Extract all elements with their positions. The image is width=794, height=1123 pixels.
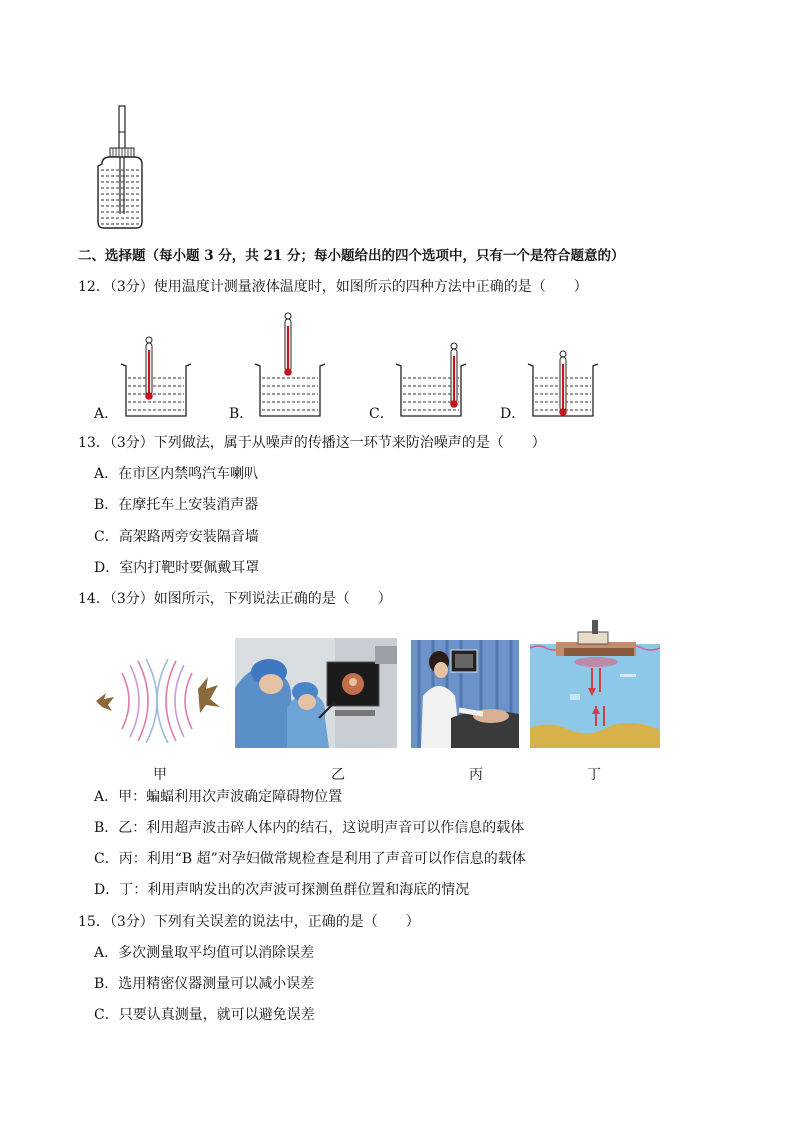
q14-option-a: A．甲：蝙蝠利用次声波确定障碍物位置 bbox=[94, 789, 343, 805]
q12-label-b: B． bbox=[229, 406, 254, 422]
beaker-b-figure bbox=[252, 310, 328, 418]
q15-option-c: C．只要认真测量，就可以避免误差 bbox=[94, 1007, 315, 1023]
section-heading: 二、选择题（每小题 3 分，共 21 分；每小题给出的四个选项中，只有一个是符合题意的） bbox=[78, 248, 625, 264]
q13-option-d: D．室内打靶时要佩戴耳罩 bbox=[94, 560, 260, 576]
q13-option-a: A．在市区内禁鸣汽车喇叭 bbox=[94, 466, 259, 482]
q14-option-d: D．丁：利用声呐发出的次声波可探测鱼群位置和海底的情况 bbox=[94, 882, 470, 898]
q15-option-a: A．多次测量取平均值可以消除误差 bbox=[94, 945, 315, 961]
beaker-a-figure bbox=[118, 334, 194, 418]
q13-option-b: B．在摩托车上安装消声器 bbox=[94, 497, 259, 513]
beaker-d-figure bbox=[525, 348, 601, 418]
q14-option-b: B．乙：利用超声波击碎人体内的结石，这说明声音可以作信息的载体 bbox=[94, 820, 525, 836]
beaker-c-figure bbox=[393, 340, 469, 418]
q14-stem: 14．（3分）如图所示，下列说法正确的是（ ） bbox=[78, 591, 392, 607]
doctors-lithotripsy-photo bbox=[235, 638, 397, 748]
q13-option-c: C．高架路两旁安装隔音墙 bbox=[94, 529, 259, 545]
caption-ding: 丁 bbox=[587, 767, 601, 783]
bat-echolocation-figure bbox=[92, 655, 224, 743]
q12-label-c: C． bbox=[369, 406, 394, 422]
q12-label-a: A． bbox=[94, 406, 119, 422]
ultrasound-exam-photo bbox=[411, 640, 519, 748]
q12-stem: 12．（3分）使用温度计测量液体温度时，如图所示的四种方法中正确的是（ ） bbox=[78, 279, 588, 295]
caption-jia: 甲 bbox=[153, 767, 167, 783]
bottle-figure bbox=[92, 104, 156, 230]
sonar-ship-figure bbox=[530, 618, 660, 748]
q12-label-d: D． bbox=[500, 406, 526, 422]
q15-option-b: B．选用精密仪器测量可以减小误差 bbox=[94, 976, 315, 992]
caption-yi: 乙 bbox=[331, 767, 345, 783]
q13-stem: 13．（3分）下列做法，属于从噪声的传播这一环节来防治噪声的是（ ） bbox=[78, 435, 546, 451]
q15-stem: 15．（3分）下列有关误差的说法中，正确的是（ ） bbox=[78, 914, 420, 930]
q14-option-c: C．丙：利用“B 超”对孕妇做常规检查是利用了声音可以作信息的载体 bbox=[94, 851, 526, 867]
caption-bing: 丙 bbox=[469, 767, 483, 783]
